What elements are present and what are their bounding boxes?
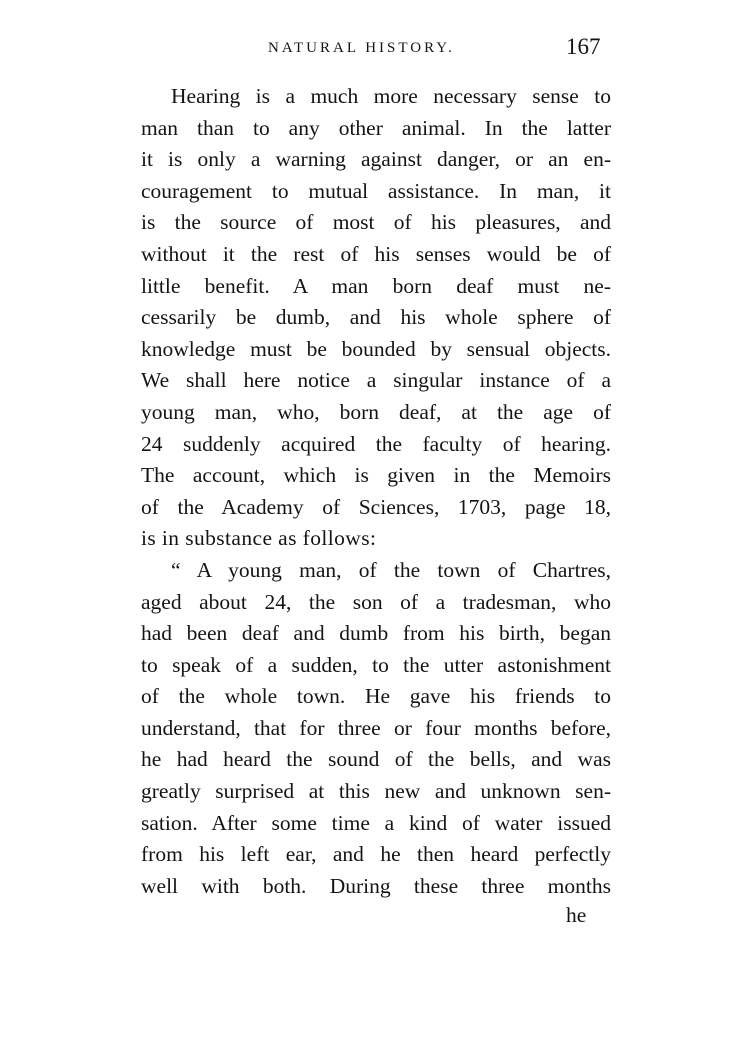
text-line: it is only a warning against danger, or an en-: [141, 147, 611, 172]
text-line: We shall here notice a singular instance of a: [141, 368, 611, 393]
text-line: knowledge must be bounded by sensual objects.: [141, 336, 611, 361]
text-line: cessarily be dumb, and his whole sphere of: [141, 305, 611, 330]
text-line: couragement to mutual assistance. In man, it: [141, 178, 611, 203]
body-text: [141, 81, 611, 902]
text-line: had been deaf and dumb from his birth, began: [141, 621, 611, 646]
text-line: little benefit. A man born deaf must ne-: [141, 273, 611, 298]
page-number: 167: [566, 34, 601, 59]
text-line: aged about 24, the son of a tradesman, who: [141, 589, 611, 614]
text-line: of the Academy of Sciences, 1703, page 18,: [141, 494, 611, 519]
running-title: NATURAL HISTORY.: [268, 40, 455, 56]
text-line: 24 suddenly acquired the faculty of hearing.: [141, 431, 611, 456]
text-line: without it the rest of his senses would be of: [141, 241, 611, 266]
running-head: [0, 36, 750, 66]
text-line: Hearing is a much more necessary sense to: [171, 84, 611, 108]
text-line: sation. After some time a kind of water issued: [141, 810, 611, 835]
text-line: man than to any other animal. In the latter: [141, 115, 611, 140]
text-line: well with both. During these three months: [141, 873, 611, 898]
text-line: he had heard the sound of the bells, and was: [141, 747, 611, 772]
text-line: of the whole town. He gave his friends to: [141, 684, 611, 709]
text-line: is the source of most of his pleasures, and: [141, 210, 611, 235]
text-line: The account, which is given in the Memoirs: [141, 463, 611, 488]
catchword: he: [566, 903, 587, 927]
text-line: from his left ear, and he then heard perfectly: [141, 842, 611, 867]
text-line: greatly surprised at this new and unknown sen-: [141, 779, 611, 804]
text-line: “ A young man, of the town of Chartres,: [171, 557, 611, 582]
text-line: young man, who, born deaf, at the age of: [141, 399, 611, 424]
text-line: to speak of a sudden, to the utter astonishment: [141, 652, 611, 677]
text-line: understand, that for three or four months before,: [141, 715, 611, 740]
text-line: is in substance as follows:: [141, 526, 377, 551]
